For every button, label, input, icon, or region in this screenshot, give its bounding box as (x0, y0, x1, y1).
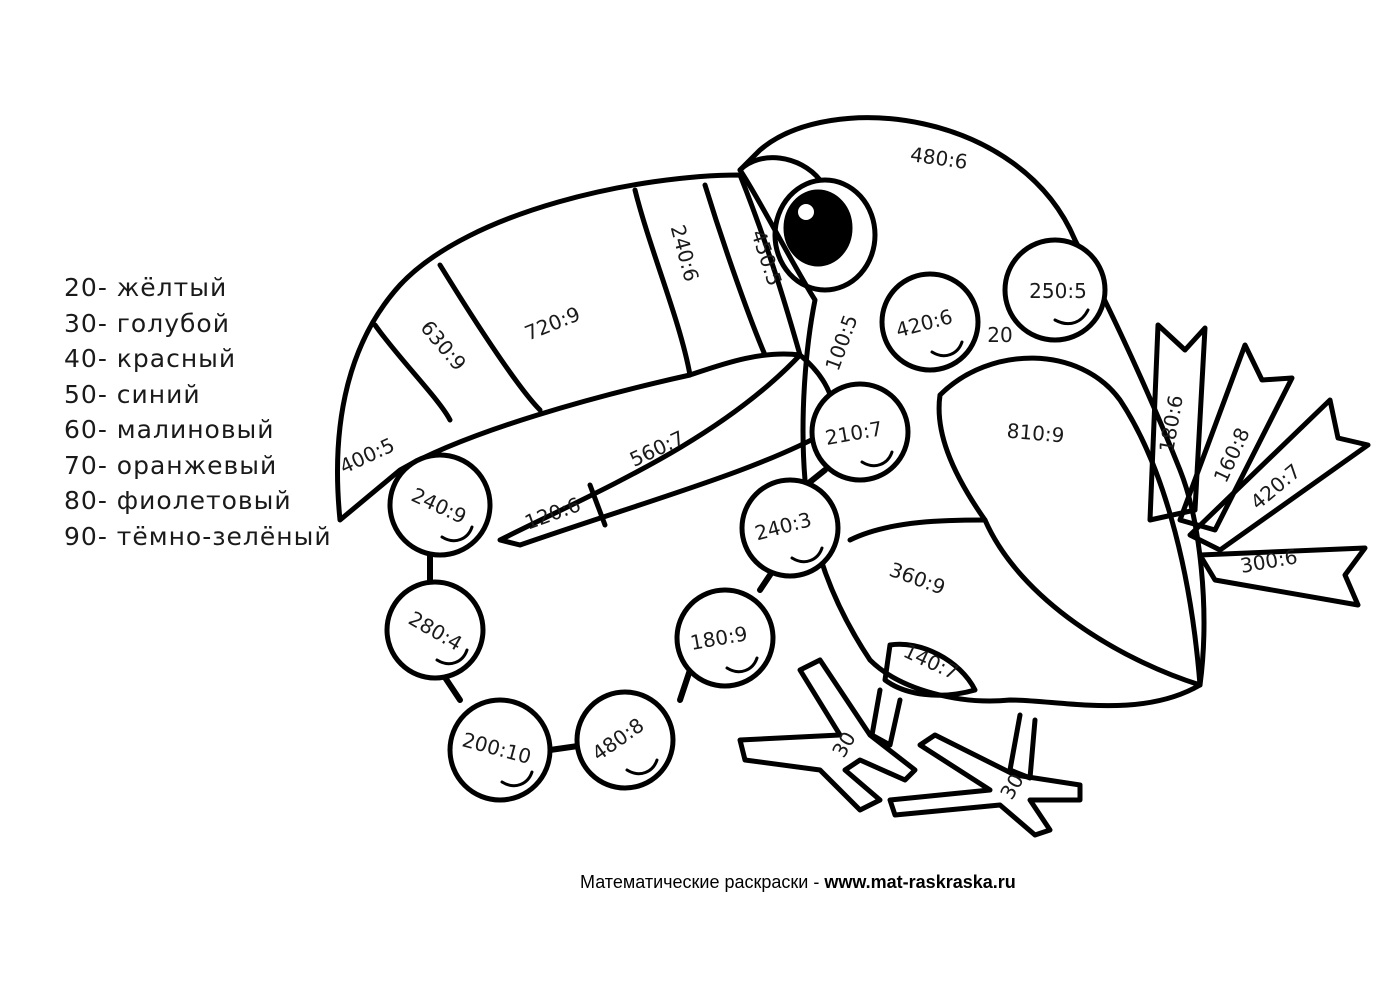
bead-label-1: 250:5 (1029, 279, 1087, 303)
label-belly: 360:9 (886, 557, 949, 600)
eye-pupil (786, 192, 850, 264)
legend-color: синий (116, 379, 201, 409)
legend-value: 80 (64, 486, 98, 515)
legend-color: голубой (116, 308, 230, 338)
legend-value: 50 (64, 379, 98, 409)
legend-item: 40- красный (64, 344, 237, 373)
legend-value: 60 (64, 415, 98, 444)
label-tail-3: 420:7 (1245, 458, 1306, 515)
label-tail-2: 160:8 (1208, 423, 1255, 487)
legend-color: тёмно-зелёный (116, 521, 332, 551)
label-beak-mid-1: 630:9 (415, 315, 472, 376)
bead-label-2: 420:6 (893, 304, 956, 343)
label-neck: 100:5 (820, 311, 863, 374)
bead-label-9: 240:9 (407, 482, 471, 529)
legend-item: 50- синий (64, 379, 201, 409)
label-head: 480:6 (908, 142, 970, 174)
label-wing: 810:9 (1005, 418, 1066, 448)
footer-label: Математические раскраски - (580, 872, 825, 892)
label-beak-tip: 400:5 (335, 432, 399, 479)
bead-label-4: 240:3 (752, 507, 815, 546)
bead-label-6: 480:8 (587, 712, 649, 766)
legend-color: фиолетовый (116, 486, 292, 515)
bead-label-8: 280:4 (404, 606, 467, 656)
label-upper-beak-2: 450:5 (746, 226, 787, 289)
label-neck-small: 20 (987, 323, 1013, 347)
footer-credit (580, 872, 1016, 893)
bead-label-3: 210:7 (823, 416, 885, 450)
legend-color: красный (116, 344, 237, 373)
legend-color: малиновый (116, 415, 275, 444)
legend-value: 70 (64, 450, 98, 480)
legend-item: 30- голубой (64, 308, 230, 338)
legend-value: 40 (64, 344, 98, 373)
legend-item: 70- оранжевый (64, 450, 278, 480)
label-upper-beak-1: 240:6 (665, 222, 704, 285)
legend-item: 80- фиолетовый (64, 486, 292, 515)
label-foot-right: 30 (995, 769, 1029, 804)
belly-line (850, 520, 985, 540)
beak-divider-3 (440, 265, 540, 410)
legend-item: 60- малиновый (64, 415, 275, 444)
legend-color: оранжевый (116, 450, 278, 480)
label-lower-beak-1: 560:7 (625, 425, 689, 472)
label-tail-4: 300:6 (1238, 544, 1300, 578)
label-beak-mid-2: 720:9 (521, 301, 584, 346)
legend-value: 90 (64, 521, 98, 551)
right-leg-shank (1010, 715, 1035, 778)
right-foot (890, 735, 1080, 835)
string-seg-4 (680, 670, 690, 700)
legend-value: 30 (64, 308, 98, 338)
right-leg (890, 715, 1080, 835)
legend-color: жёлтый (116, 273, 228, 302)
legend-item: 20- жёлтый (64, 273, 228, 302)
bead-label-5: 180:9 (688, 621, 750, 655)
footer-url-link[interactable]: www.mat-raskraska.ru (824, 872, 1016, 892)
label-leg-top: 140:7 (899, 638, 963, 685)
head-cap-line (740, 158, 820, 180)
label-lower-beak-2: 120:6 (521, 492, 584, 535)
eye-highlight (798, 204, 814, 220)
bead-label-7: 200:10 (459, 727, 534, 769)
legend-value: 20 (64, 273, 98, 302)
color-key-legend (64, 270, 332, 554)
label-foot-left: 30 (827, 727, 861, 762)
label-tail-1: 180:6 (1154, 393, 1188, 455)
legend-item: 90- тёмно-зелёный (64, 521, 332, 551)
